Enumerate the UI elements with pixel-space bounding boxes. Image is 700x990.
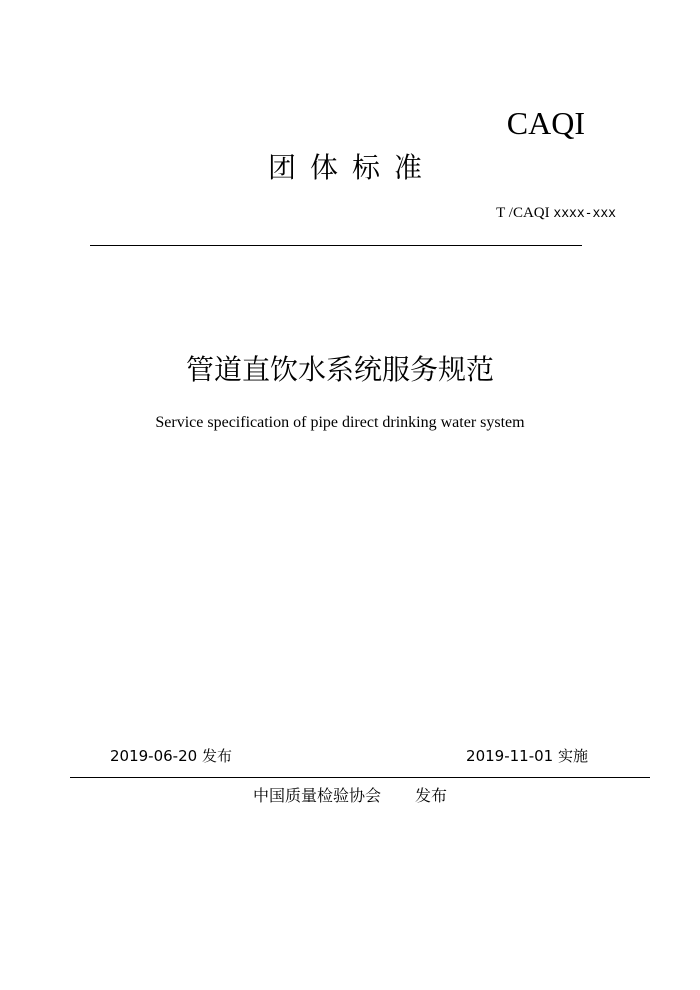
bottom-divider [70, 777, 650, 778]
implementation-date: 2019-11-01 实施 [466, 747, 588, 765]
org-code: CAQI [506, 105, 585, 141]
standard-number [496, 203, 616, 224]
issue-date: 2019-06-20 发布 [110, 747, 232, 765]
standard-number-suffix: xxxx-xxx [553, 206, 616, 221]
doc-type-heading: 团体标准 [267, 151, 436, 184]
document-title-cn: 管道直饮水系统服务规范 [185, 353, 494, 386]
publisher-line [0, 785, 700, 807]
top-divider [90, 245, 582, 246]
publisher-name: 中国质量检验协会 [252, 786, 381, 805]
standard-number-prefix: T /CAQI [496, 205, 554, 221]
document-title-en: Service specification of pipe direct drinking water system [155, 414, 525, 431]
publisher-action: 发布 [415, 786, 448, 805]
